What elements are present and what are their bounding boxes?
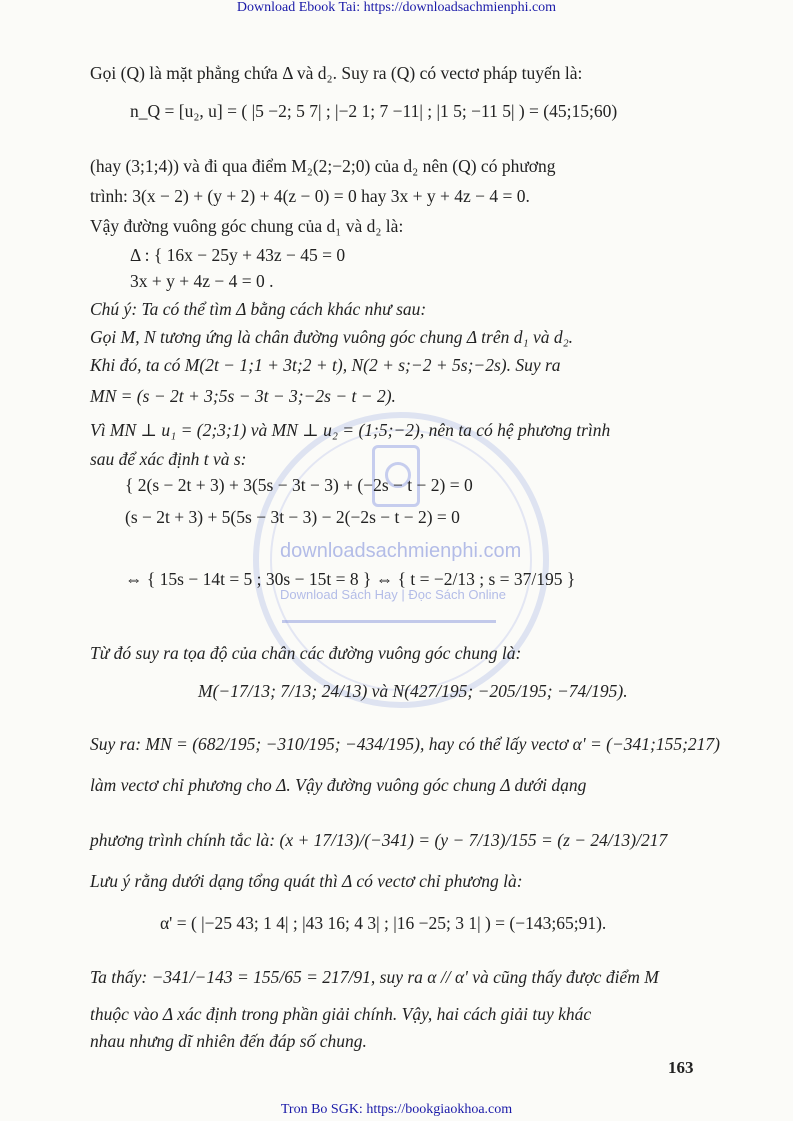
line-system-2: 3x + y + 4z − 4 = 0 . <box>130 271 274 291</box>
note-heading: Chú ý: Ta có thể tìm Δ bằng cách khác như sau: <box>90 299 427 319</box>
line-17: Từ đó suy ra tọa độ của chân các đường vuông góc chung là: <box>90 643 522 663</box>
line-equivalence: ⇔ { 15s − 14t = 5 ; 30s − 15t = 8 } ⇔ { t = −2/13 ; s = 37/195 } <box>125 569 576 589</box>
line-25: thuộc vào Δ xác định trong phần giải chính. Vậy, hai cách giải tuy khác <box>90 1004 592 1024</box>
line-11: MN = (s − 2t + 3;5s − 3t − 3;−2s − t − 2). <box>90 386 396 406</box>
line-10: Khi đó, ta có M(2t − 1;1 + 3t;2 + t), N(2 + s;−2 + 5s;−2s). Suy ra <box>90 355 561 375</box>
line-21: phương trình chính tắc là: (x + 17/13)/(−341) = (y − 7/13)/155 = (z − 24/13)/217 <box>90 830 668 850</box>
line-3: (hay (3;1;4)) và đi qua điểm M₂(2;−2;0) của d₂ nên (Q) có phương <box>90 156 556 176</box>
line-23: α' = ( |−25 43; 1 4| ; |43 16; 4 3| ; |16 −25; 3 1| ) = (−143;65;91). <box>160 913 607 933</box>
line-18: M(−17/13; 7/13; 24/13) và N(427/195; −205/195; −74/195). <box>198 681 628 701</box>
line-4: trình: 3(x − 2) + (y + 2) + 4(z − 0) = 0 hay 3x + y + 4z − 4 = 0. <box>90 186 530 206</box>
header-link[interactable]: Download Ebook Tai: https://downloadsachmienphi.com <box>236 0 557 15</box>
line-26: nhau nhưng dĩ nhiên đến đáp số chung. <box>90 1031 367 1051</box>
line-24: Ta thấy: −341/−143 = 155/65 = 217/91, suy ra α // α' và cũng thấy được điểm M <box>90 967 659 987</box>
line-19: Suy ra: MN = (682/195; −310/195; −434/195), hay có thể lấy vectơ α' = (−341;155;217) <box>90 734 721 754</box>
line-system-3: { 2(s − 2t + 3) + 3(5s − 3t − 3) + (−2s − t − 2) = 0 <box>125 475 473 495</box>
page-number: 163 <box>668 1058 694 1077</box>
watermark-site: downloadsachmienphi.com <box>280 540 522 562</box>
line-20: làm vectơ chỉ phương cho Δ. Vậy đường vuông góc chung Δ dưới dạng <box>90 775 587 795</box>
footer-link[interactable]: Tron Bo SGK: https://bookgiaokhoa.com <box>280 1102 513 1117</box>
line-1: Gọi (Q) là mặt phẳng chứa Δ và d₂. Suy ra (Q) có vectơ pháp tuyến là: <box>90 63 583 83</box>
line-9: Gọi M, N tương ứng là chân đường vuông góc chung Δ trên d₁ và d₂. <box>90 327 574 347</box>
line-system-4: (s − 2t + 3) + 5(5s − 3t − 3) − 2(−2s − t − 2) = 0 <box>125 507 460 527</box>
watermark-tagline: Download Sách Hay | Đọc Sách Online <box>280 587 506 602</box>
line-22: Lưu ý rằng dưới dạng tổng quát thì Δ có vectơ chỉ phương là: <box>90 871 523 891</box>
line-normal-vector: n_Q = [u₂, u] = ( |5 −2; 5 7| ; |−2 1; 7 −11| ; |1 5; −11 5| ) = (45;15;60) <box>130 101 618 121</box>
line-5: Vậy đường vuông góc chung của d₁ và d₂ là: <box>90 216 404 236</box>
watermark-bar <box>282 620 496 623</box>
line-system-1: Δ : { 16x − 25y + 43z − 45 = 0 <box>130 245 346 265</box>
line-12: Vì MN ⊥ u₁ = (2;3;1) và MN ⊥ u₂ = (1;5;−2), nên ta có hệ phương trình <box>90 420 611 440</box>
line-13: sau để xác định t và s: <box>90 449 247 469</box>
